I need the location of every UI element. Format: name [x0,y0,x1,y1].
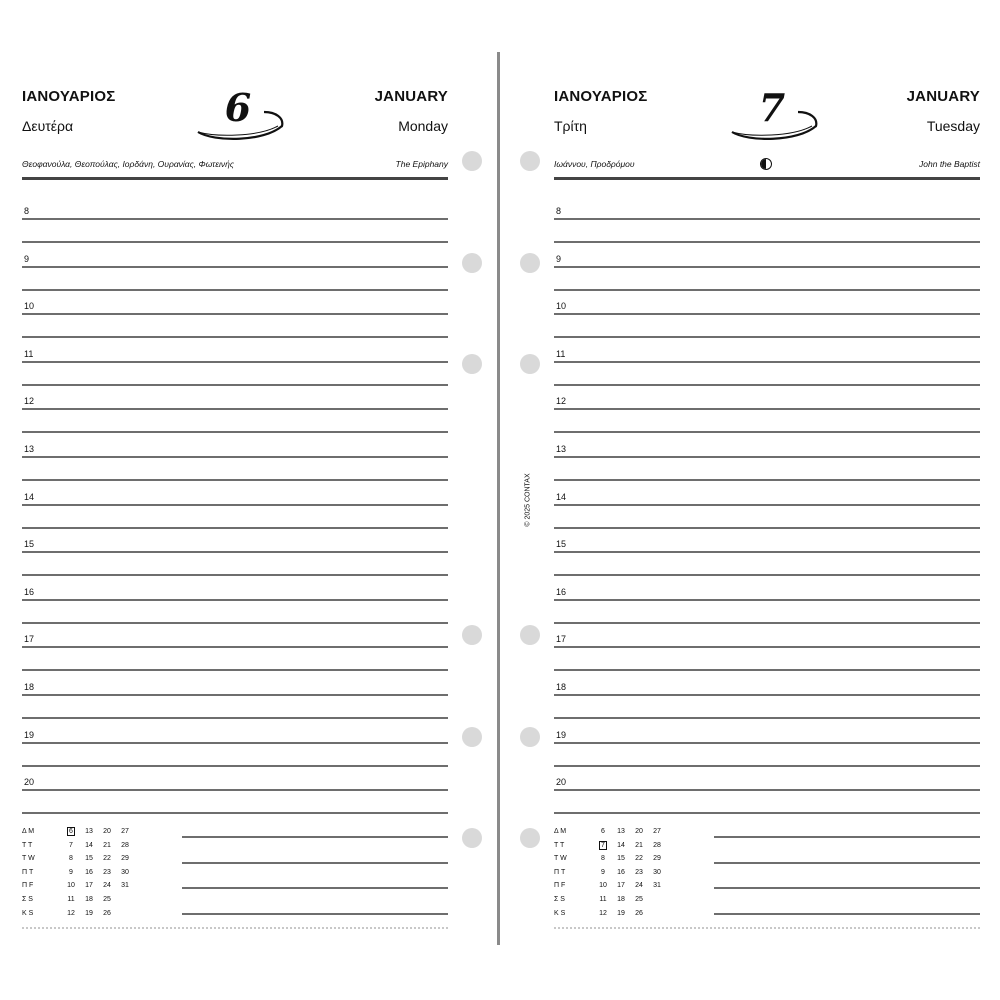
note-line [182,887,448,889]
note-line [714,862,980,864]
cal-date: 30 [121,868,129,876]
cal-date: 17 [617,882,625,890]
note-line [714,836,980,838]
writing-line [22,408,448,410]
writing-line [554,313,980,315]
month-english: JANUARY [374,88,448,105]
cal-date: 6 [601,828,605,835]
cal-date: 12 [599,909,607,917]
cal-date: 23 [635,868,643,876]
name-days: Ιωάννου, Προδρόμου [554,159,635,169]
writing-line [22,313,448,315]
writing-line [22,812,448,814]
hour-label: 19 [24,729,35,740]
writing-line [22,551,448,553]
cal-date: 25 [635,895,643,903]
writing-line [554,812,980,814]
cal-date: 13 [617,828,625,835]
cal-day-label: Π F [22,882,34,890]
writing-line [22,431,448,433]
writing-line [554,599,980,601]
cal-date: 10 [67,882,75,890]
writing-line [554,694,980,696]
note-line [182,862,448,864]
writing-line [22,599,448,601]
hour-slot[interactable] [554,629,980,677]
hour-slot[interactable] [22,534,448,582]
hour-label: 11 [556,348,566,359]
weekday-english: Tuesday [926,118,980,134]
writing-line [554,551,980,553]
hour-slot[interactable] [554,391,980,439]
writing-line [554,765,980,767]
writing-line [554,431,980,433]
cal-date: 28 [653,841,661,849]
hour-label: 20 [24,777,35,788]
weekday-greek: Δευτέρα [22,118,74,134]
binder-spine [497,52,500,945]
writing-line [22,694,448,696]
hour-label: 16 [24,586,35,597]
hour-label: 18 [24,681,35,692]
binder-hole [462,625,482,645]
writing-line [554,384,980,386]
hour-label: 17 [556,634,567,645]
writing-line [554,717,980,719]
hour-slot[interactable] [22,439,448,487]
mini-month-calendar [22,825,172,920]
writing-line [554,336,980,338]
writing-line [22,241,448,243]
cal-date: 11 [599,895,607,903]
cal-date: 24 [103,882,111,890]
binder-hole [462,151,482,171]
hour-label: 11 [24,348,34,359]
cal-date: 27 [121,828,129,835]
hour-label: 20 [556,777,567,788]
cal-day-label: Σ S [554,895,565,903]
hour-label: 9 [24,253,30,264]
cal-date: 22 [635,855,643,863]
writing-line [22,622,448,624]
cal-date: 28 [121,841,129,849]
writing-line [22,574,448,576]
cal-day-label: Π T [554,868,566,876]
hour-label: 10 [556,301,567,312]
notes-area[interactable] [182,836,448,938]
cal-date: 30 [653,868,661,876]
weekday-english: Monday [398,118,448,134]
cal-date: 25 [103,895,111,903]
hour-label: 14 [24,491,35,502]
binder-hole [520,727,540,747]
day-number: 7 [758,85,786,130]
hour-slot[interactable] [554,249,980,297]
hour-slot[interactable] [22,629,448,677]
binder-hole [462,253,482,273]
hour-slot[interactable] [22,344,448,392]
cal-date: 18 [617,895,625,903]
cal-date: 20 [103,828,111,835]
header-rule [554,177,980,180]
writing-line [554,456,980,458]
writing-line [22,646,448,648]
hour-slot[interactable] [554,772,980,820]
footer-dotted-rule [22,927,448,929]
hour-label: 10 [24,301,35,312]
cal-date: 27 [653,828,661,835]
cal-date: 16 [617,868,625,876]
writing-line [554,408,980,410]
hour-slot[interactable] [22,582,448,630]
cal-date: 22 [103,855,111,863]
cal-date: 11 [67,895,75,903]
hour-slot[interactable] [554,439,980,487]
month-english: JANUARY [906,88,980,105]
cal-date: 24 [635,882,643,890]
hour-label: 8 [24,206,30,216]
first-quarter-moon-icon [760,158,772,170]
hour-slot[interactable] [22,201,448,249]
day-page-right [554,0,980,1000]
writing-line [22,669,448,671]
day-page-left [22,0,448,1000]
copyright-notice: © 2025 CONTAX [524,473,532,527]
writing-line [22,361,448,363]
cal-day-label: Σ S [22,895,33,903]
note-line [714,913,980,915]
hour-label: 15 [556,539,567,550]
binder-hole [462,727,482,747]
writing-line [554,504,980,506]
binder-hole [520,828,540,848]
cal-date: 18 [85,895,93,903]
hour-label: 15 [24,539,35,550]
binder-hole [520,253,540,273]
binder-hole [520,625,540,645]
cal-day-label: Π T [22,868,34,876]
hour-slot[interactable] [22,772,448,820]
hour-label: 12 [24,396,35,407]
month-greek: ΙΑΝΟΥΑΡΙΟΣ [22,88,116,105]
writing-line [554,266,980,268]
cal-date: 29 [653,855,661,863]
cal-date: 7 [69,841,73,849]
hour-slot[interactable] [22,391,448,439]
cal-date: 9 [69,868,73,876]
header-rule [22,177,448,180]
cal-date: 21 [103,841,111,849]
writing-line [554,479,980,481]
hour-slot[interactable] [554,487,980,535]
hour-schedule [22,201,448,820]
cal-highlight-day: 7 [601,841,605,849]
hour-slot[interactable] [554,725,980,773]
cal-date: 14 [85,841,93,849]
writing-line [22,789,448,791]
footer-dotted-rule [554,927,980,929]
writing-line [22,765,448,767]
cal-date: 26 [103,909,111,917]
binder-hole [462,354,482,374]
hour-schedule [554,201,980,820]
cal-date: 12 [67,909,75,917]
hour-label: 13 [24,443,35,454]
cal-day-label: Π F [554,882,566,890]
writing-line [554,646,980,648]
writing-line [554,241,980,243]
cal-date: 13 [85,828,93,835]
day-number: 6 [224,85,252,130]
hour-slot[interactable] [554,344,980,392]
hour-slot[interactable] [554,677,980,725]
cal-day-label: T T [554,841,565,849]
writing-line [554,669,980,671]
cal-highlight-day: 6 [69,828,73,835]
cal-date: 19 [85,909,93,917]
hour-slot[interactable] [554,582,980,630]
hour-slot[interactable] [22,296,448,344]
writing-line [22,289,448,291]
writing-line [22,504,448,506]
writing-line [554,527,980,529]
cal-day-label: T T [22,841,33,849]
cal-date: 31 [121,882,129,890]
binder-hole [520,151,540,171]
hour-slot[interactable] [554,534,980,582]
cal-day-label: K S [22,909,34,917]
cal-date: 15 [617,855,625,863]
binder-hole [520,354,540,374]
hour-slot[interactable] [22,725,448,773]
hour-slot[interactable] [554,296,980,344]
writing-line [22,266,448,268]
hour-label: 12 [556,396,567,407]
cal-date: 8 [69,855,73,863]
hour-label: 18 [556,681,567,692]
weekday-greek: Τρίτη [554,118,587,134]
writing-line [22,527,448,529]
cal-date: 16 [85,868,93,876]
hour-label: 8 [556,206,562,216]
writing-line [554,218,980,220]
writing-line [22,717,448,719]
cal-date: 31 [653,882,661,890]
hour-label: 14 [556,491,567,502]
writing-line [554,789,980,791]
note-line [182,913,448,915]
writing-line [554,361,980,363]
writing-line [22,456,448,458]
cal-date: 23 [103,868,111,876]
writing-line [554,622,980,624]
note-line [714,887,980,889]
note-line [182,836,448,838]
feast-day: The Epiphany [395,159,448,169]
hour-label: 19 [556,729,567,740]
cal-date: 14 [617,841,625,849]
feast-day: John the Baptist [919,159,980,169]
writing-line [554,289,980,291]
hour-label: 16 [556,586,567,597]
writing-line [554,742,980,744]
hour-label: 17 [24,634,35,645]
hour-label: 13 [556,443,567,454]
writing-line [22,479,448,481]
cal-date: 15 [85,855,93,863]
cal-date: 17 [85,882,93,890]
writing-line [22,218,448,220]
cal-day-label: T W [22,855,35,863]
hour-slot[interactable] [22,487,448,535]
cal-date: 26 [635,909,643,917]
cal-day-label: Δ M [554,828,567,835]
cal-day-label: T W [554,855,567,863]
writing-line [554,574,980,576]
cal-date: 10 [599,882,607,890]
name-days: Θεοφανούλα, Θεοπούλας, Ιορδάνη, Ουρανίας, Φωτεινής [22,159,234,169]
cal-date: 8 [601,855,605,863]
cal-day-label: K S [554,909,566,917]
hour-label: 9 [556,253,562,264]
writing-line [22,742,448,744]
mini-month-calendar [554,825,704,920]
cal-day-label: Δ M [22,828,35,835]
hour-slot[interactable] [22,677,448,725]
cal-date: 21 [635,841,643,849]
cal-date: 29 [121,855,129,863]
hour-slot[interactable] [554,201,980,249]
cal-date: 20 [635,828,643,835]
writing-line [22,336,448,338]
cal-date: 9 [601,868,605,876]
month-greek: ΙΑΝΟΥΑΡΙΟΣ [554,88,648,105]
cal-date: 19 [617,909,625,917]
notes-area[interactable] [714,836,980,938]
binder-hole [462,828,482,848]
hour-slot[interactable] [22,249,448,297]
writing-line [22,384,448,386]
